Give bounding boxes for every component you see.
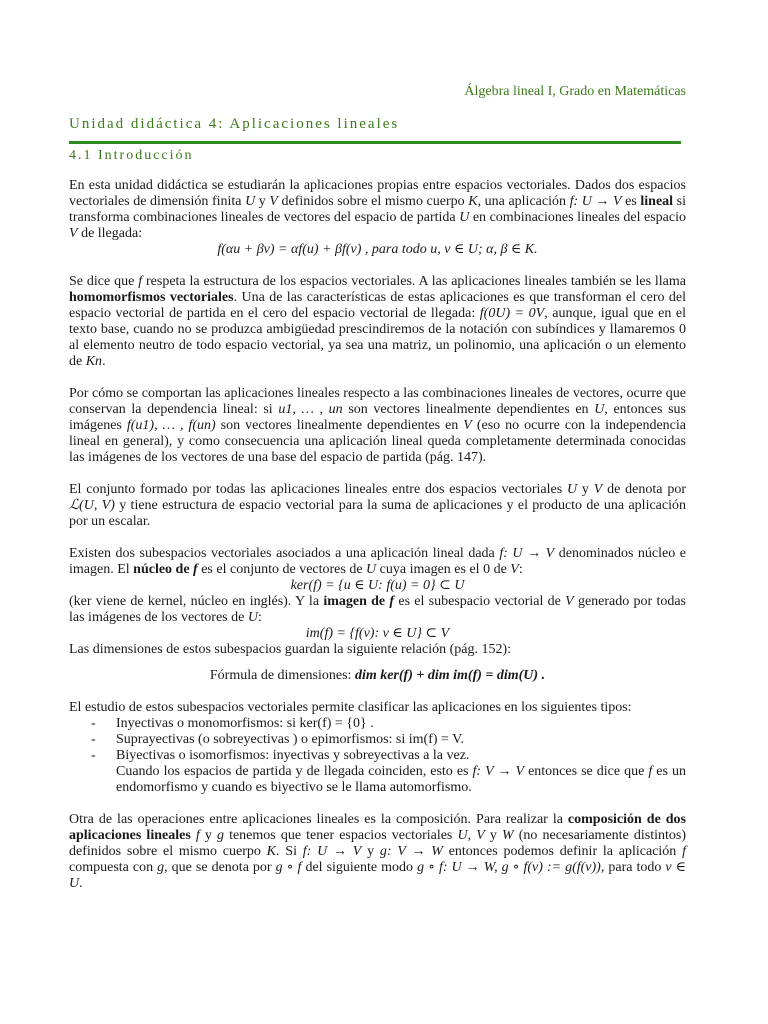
text: , aunque, igual que en el texto base, cuando no se produzca ambigüedad prescindiremos de la notación con subíndices y llamaremos 0 al elemento neutro de todo espacio vectorial, ya sea una matriz, un polinomio, una aplicación o un elemento de [69, 306, 686, 369]
text: (ker viene de kernel, núcleo en inglés). Y la [69, 594, 324, 609]
text: entonces podemos definir la aplicación [442, 844, 683, 859]
text: y [361, 844, 380, 859]
text: En esta unidad didáctica se estudiarán la aplicaciones propias entre espacios vectoriales. Dados dos espacios vectoriales de dimensión finita [69, 178, 686, 209]
text: definidos sobre el mismo cuerpo [277, 194, 469, 209]
list-item: - Suprayectivas (o sobreyectivas ) o epimorfismos: si im(f) = V. [91, 732, 686, 748]
math: f: U → V [569, 194, 622, 209]
text: : [257, 610, 262, 625]
text: es un endomorfismo y cuando es biyectivo se le llama automorfismo. [116, 764, 686, 795]
math: f: U → V [302, 844, 362, 859]
text: y [484, 828, 502, 843]
text: es el subespacio vectorial de [394, 594, 566, 609]
math: V [69, 226, 78, 241]
text: Se dice que [69, 274, 139, 289]
bold-term: composición de dos aplicaciones lineales [69, 812, 687, 843]
text: (eso no ocurre con la independencia lineal en general), y como consecuencia una aplicación lineal queda completamente determinada conocidas las imágenes de los vectores de una base del espacio de partida (pág. 147). [69, 418, 686, 465]
text: , entonces sus imágenes [69, 402, 686, 433]
paragraph-homomorphism [69, 274, 686, 370]
paragraph-kernel-image [69, 546, 686, 578]
paragraph-dependence [69, 386, 686, 466]
text: es el conjunto de vectores de [197, 562, 367, 577]
list-item: - Inyectivas o monomorfismos: si ker(f) = {0} . [91, 716, 686, 732]
math: K [266, 844, 277, 859]
text: Por cómo se comportan las aplicaciones lineales respecto a las combinaciones lineales de vectores, ocurre que conservan la dependencia lineal: si [69, 386, 686, 417]
text: y [255, 194, 270, 209]
text: Existen dos subespacios vectoriales asociados a una aplicación lineal dada [69, 546, 500, 561]
document-body [69, 178, 686, 892]
text: y [199, 828, 217, 843]
text: es [621, 194, 641, 209]
math: f [389, 594, 395, 609]
math: g ∘ f: U → W, g ∘ f(v) := g(f(v)), [417, 860, 605, 875]
paragraph-definition [69, 178, 686, 242]
text: en combinaciones lineales del espacio [469, 210, 686, 225]
math: V [463, 418, 472, 433]
text: de llegada: [77, 226, 143, 241]
linearity-formula: f(αu + βv) = αf(u) + βf(v) , para todo u, v ∈ U; α, β ∈ K. [217, 242, 538, 257]
math: W [501, 828, 514, 843]
math: f: U → V [499, 546, 555, 561]
math: u1, … , un [278, 402, 343, 417]
paragraph-image [69, 594, 686, 626]
text: del siguiente modo [301, 860, 418, 875]
text: son vectores linealmente dependientes en [215, 418, 464, 433]
paragraph-space-of-maps [69, 482, 686, 530]
dimension-intro: Las dimensiones de estos subespacios guardan la siguiente relación (pág. 152): [69, 642, 512, 657]
math: f(u1), … , f(un) [126, 418, 216, 433]
math: Kn [85, 354, 103, 369]
text: (no necesariamente distintos) definidos sobre el mismo cuerpo [69, 828, 686, 859]
math: f [193, 562, 198, 577]
math: g: V → W [379, 844, 443, 859]
text: Otra de las operaciones entre aplicaciones lineales es la composición. Para realizar la [69, 812, 568, 827]
unit-title: Unidad didáctica 4: Aplicaciones lineales [69, 116, 400, 132]
list-item: - Biyectivas o isomorfismos: inyectivas y sobreyectivas a la vez. [91, 748, 686, 764]
text: , que se denota por [164, 860, 276, 875]
text: . Si [276, 844, 303, 859]
bold-term: núcleo de [133, 562, 194, 577]
text: , una aplicación [477, 194, 570, 209]
text: entonces se dice que [524, 764, 649, 779]
math: V [510, 562, 519, 577]
text: El conjunto formado por todas las aplicaciones lineales entre dos espacios vectoriales [69, 482, 567, 497]
math: U [594, 402, 605, 417]
text: : [518, 562, 523, 577]
dimension-formula-line [69, 668, 686, 684]
math: V [565, 594, 574, 609]
math: f: V → V [472, 764, 525, 779]
text: denominados núcleo e imagen. El [69, 546, 687, 577]
course-header: Álgebra lineal I, Grado en Matemáticas [464, 84, 686, 99]
image-formula: im(f) = {f(v): v ∈ U} ⊂ V [305, 626, 450, 641]
title-divider [69, 141, 681, 144]
math: g ∘ f [275, 860, 302, 875]
text: para todo [604, 860, 666, 875]
bold-term: lineal [640, 194, 674, 209]
math: g [157, 860, 165, 875]
math: V [269, 194, 278, 209]
text: compuesta con [69, 860, 158, 875]
text: generado por todas las imágenes de los vectores de [69, 594, 687, 625]
math: ℒ(U, V) [69, 498, 115, 513]
text: son vectores linealmente dependientes en [342, 402, 595, 417]
math: v ∈ U [69, 860, 687, 891]
paragraph-composition [69, 812, 686, 892]
math: U [245, 194, 256, 209]
math: f [138, 274, 143, 289]
text: y tiene estructura de espacio vectorial para la suma de aplicaciones y el producto de una aplicación por un escalar. [69, 498, 686, 529]
math: V [593, 482, 603, 497]
classification-intro: El estudio de estos subespacios vectoriales permite clasificar las aplicaciones en los siguientes tipos: [69, 700, 632, 715]
math: f [682, 844, 686, 859]
bold-term: homomorfismos vectoriales [69, 290, 234, 305]
math: U [566, 482, 578, 497]
dimension-formula: dim ker(f) + dim im(f) = dim(U) . [354, 668, 546, 683]
math: f [195, 828, 200, 843]
paragraph-endomorphism [69, 764, 686, 796]
text: respeta la estructura de los espacios vectoriales. A las aplicaciones lineales también se les llama [142, 274, 687, 289]
math: K [468, 194, 478, 209]
text: de denota por [602, 482, 686, 497]
math: U [247, 610, 258, 625]
text: . [79, 876, 83, 891]
classification-list [69, 716, 686, 764]
section-title: 4.1 Introducción [69, 148, 194, 163]
text: si transforma combinaciones lineales de vectores del espacio de partida [69, 194, 686, 225]
text: . [102, 354, 106, 369]
math: U [366, 562, 377, 577]
text: tenemos que tener espacios vectoriales [223, 828, 458, 843]
text: cuya imagen es el 0 de [376, 562, 511, 577]
text: y [577, 482, 594, 497]
math: U, V [457, 828, 485, 843]
text: Cuando los espacios de partida y de llegada coinciden, esto es [116, 764, 473, 779]
math: g [216, 828, 224, 843]
math: f(0U) = 0V [479, 306, 545, 321]
bold-term: imagen de [323, 594, 390, 609]
text: . Una de las características de estas aplicaciones es que transforman el cero del espacio vectorial de partida en el cero del espacio vectorial de llegada: [69, 290, 686, 321]
math: f [648, 764, 653, 779]
kernel-formula: ker(f) = {u ∈ U: f(u) = 0} ⊂ U [290, 578, 465, 593]
math: U [459, 210, 470, 225]
text: Fórmula de dimensiones: [209, 668, 355, 683]
